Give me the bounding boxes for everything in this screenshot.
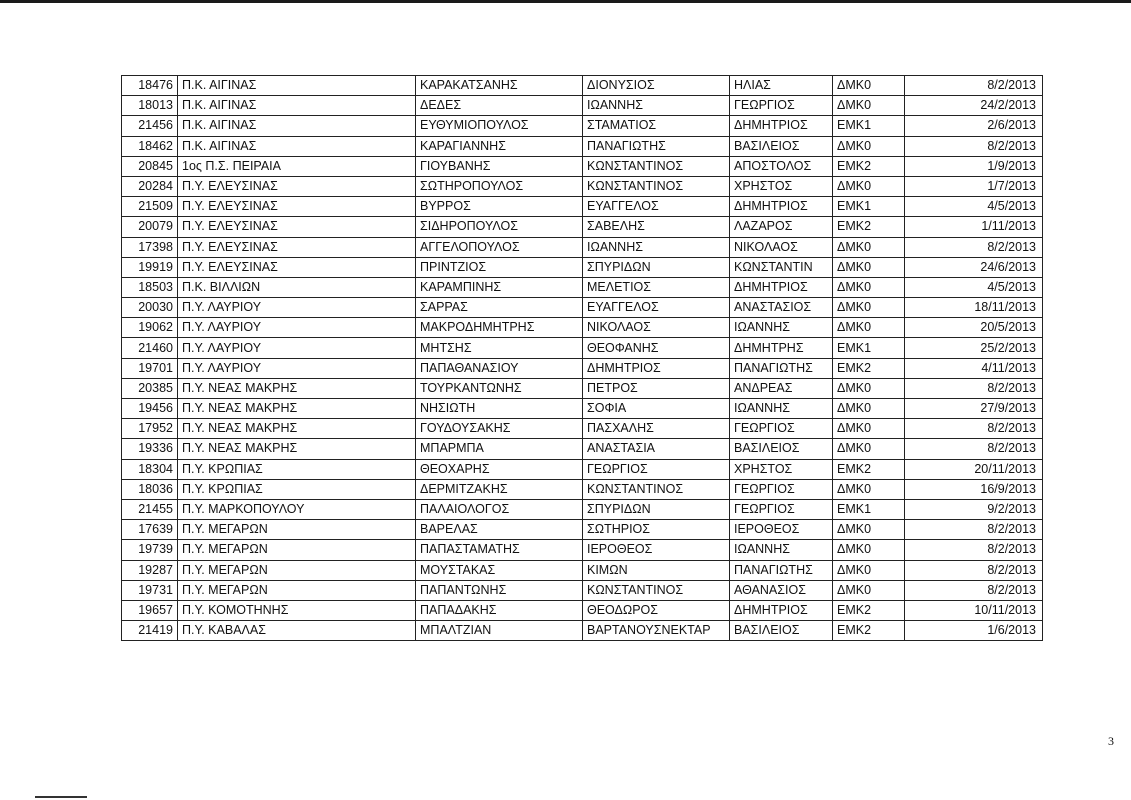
father-name-cell: ΠΑΝΑΓΙΩΤΗΣ [730,358,833,378]
record-id-cell: 20284 [122,176,178,196]
father-name-cell: ΠΑΝΑΓΙΩΤΗΣ [730,560,833,580]
surname-cell: ΑΓΓΕΛΟΠΟΥΛΟΣ [416,237,583,257]
first-name-cell: ΚΩΝΣΤΑΝΤΙΝΟΣ [583,156,730,176]
table-row [122,479,1043,499]
date-cell: 8/2/2013 [905,520,1043,540]
first-name-cell: ΘΕΟΔΩΡΟΣ [583,600,730,620]
facility-cell: Π.Υ. ΝΕΑΣ ΜΑΚΡΗΣ [178,399,416,419]
surname-cell: ΠΡΙΝΤΖΙΟΣ [416,257,583,277]
date-cell: 27/9/2013 [905,399,1043,419]
surname-cell: ΓΟΥΔΟΥΣΑΚΗΣ [416,419,583,439]
surname-cell: ΒΑΡΕΛΑΣ [416,520,583,540]
surname-cell: ΠΑΠΑΔΑΚΗΣ [416,600,583,620]
table-row [122,358,1043,378]
date-cell: 8/2/2013 [905,540,1043,560]
page-number: 3 [1108,734,1114,748]
father-name-cell: ΓΕΩΡΓΙΟΣ [730,499,833,519]
facility-cell: Π.Υ. ΜΕΓΑΡΩΝ [178,520,416,540]
category-cell: ΔΜΚ0 [833,520,905,540]
table-row [122,520,1043,540]
table-row [122,580,1043,600]
facility-cell: Π.Υ. ΛΑΥΡΙΟΥ [178,338,416,358]
date-cell: 9/2/2013 [905,499,1043,519]
category-cell: ΔΜΚ0 [833,399,905,419]
facility-cell: 1ος Π.Σ. ΠΕΙΡΑΙΑ [178,156,416,176]
category-cell: ΔΜΚ0 [833,560,905,580]
category-cell: ΕΜΚ1 [833,499,905,519]
record-id-cell: 19287 [122,560,178,580]
father-name-cell: ΒΑΣΙΛΕΙΟΣ [730,621,833,641]
facility-cell: Π.Υ. ΚΡΩΠΙΑΣ [178,479,416,499]
father-name-cell: ΙΩΑΝΝΗΣ [730,399,833,419]
surname-cell: ΝΗΣΙΩΤΗ [416,399,583,419]
date-cell: 8/2/2013 [905,378,1043,398]
category-cell: ΕΜΚ1 [833,197,905,217]
record-id-cell: 19701 [122,358,178,378]
facility-cell: Π.Υ. ΝΕΑΣ ΜΑΚΡΗΣ [178,378,416,398]
first-name-cell: ΠΑΝΑΓΙΩΤΗΣ [583,136,730,156]
first-name-cell: ΣΟΦΙΑ [583,399,730,419]
table-row [122,136,1043,156]
facility-cell: Π.Υ. ΜΕΓΑΡΩΝ [178,540,416,560]
surname-cell: ΤΟΥΡΚΑΝΤΩΝΗΣ [416,378,583,398]
first-name-cell: ΕΥΑΓΓΕΛΟΣ [583,197,730,217]
date-cell: 1/6/2013 [905,621,1043,641]
record-id-cell: 18304 [122,459,178,479]
table-row [122,298,1043,318]
first-name-cell: ΒΑΡΤΑΝΟΥΣΝΕΚΤΑΡ [583,621,730,641]
records-table [121,75,1043,641]
father-name-cell: ΔΗΜΗΤΡΙΟΣ [730,116,833,136]
record-id-cell: 20385 [122,378,178,398]
category-cell: ΔΜΚ0 [833,580,905,600]
facility-cell: Π.Υ. ΕΛΕΥΣΙΝΑΣ [178,237,416,257]
surname-cell: ΣΑΡΡΑΣ [416,298,583,318]
record-id-cell: 17398 [122,237,178,257]
facility-cell: Π.Υ. ΝΕΑΣ ΜΑΚΡΗΣ [178,439,416,459]
facility-cell: Π.Κ. ΒΙΛΛΙΩΝ [178,277,416,297]
record-id-cell: 21455 [122,499,178,519]
table-row [122,116,1043,136]
record-id-cell: 18013 [122,96,178,116]
father-name-cell: ΝΙΚΟΛΑΟΣ [730,237,833,257]
table-row [122,459,1043,479]
facility-cell: Π.Υ. ΚΡΩΠΙΑΣ [178,459,416,479]
first-name-cell: ΚΙΜΩΝ [583,560,730,580]
table-row [122,217,1043,237]
record-id-cell: 19919 [122,257,178,277]
category-cell: ΔΜΚ0 [833,378,905,398]
category-cell: ΔΜΚ0 [833,540,905,560]
facility-cell: Π.Κ. ΑΙΓΙΝΑΣ [178,96,416,116]
record-id-cell: 21419 [122,621,178,641]
category-cell: ΔΜΚ0 [833,277,905,297]
table-row [122,499,1043,519]
category-cell: ΔΜΚ0 [833,76,905,96]
surname-cell: ΒΥΡΡΟΣ [416,197,583,217]
first-name-cell: ΓΕΩΡΓΙΟΣ [583,459,730,479]
record-id-cell: 17952 [122,419,178,439]
first-name-cell: ΕΥΑΓΓΕΛΟΣ [583,298,730,318]
facility-cell: Π.Υ. ΚΟΜΟΤΗΝΗΣ [178,600,416,620]
father-name-cell: ΔΗΜΗΤΡΗΣ [730,338,833,358]
surname-cell: ΚΑΡΑΜΠΙΝΗΣ [416,277,583,297]
surname-cell: ΔΕΡΜΙΤΖΑΚΗΣ [416,479,583,499]
record-id-cell: 19657 [122,600,178,620]
surname-cell: ΜΗΤΣΗΣ [416,338,583,358]
category-cell: ΔΜΚ0 [833,479,905,499]
category-cell: ΕΜΚ2 [833,600,905,620]
category-cell: ΕΜΚ2 [833,358,905,378]
father-name-cell: ΔΗΜΗΤΡΙΟΣ [730,600,833,620]
first-name-cell: ΠΕΤΡΟΣ [583,378,730,398]
surname-cell: ΔΕΔΕΣ [416,96,583,116]
first-name-cell: ΘΕΟΦΑΝΗΣ [583,338,730,358]
date-cell: 4/5/2013 [905,277,1043,297]
category-cell: ΔΜΚ0 [833,176,905,196]
date-cell: 16/9/2013 [905,479,1043,499]
father-name-cell: ΔΗΜΗΤΡΙΟΣ [730,277,833,297]
date-cell: 20/11/2013 [905,459,1043,479]
first-name-cell: ΙΩΑΝΝΗΣ [583,237,730,257]
table-row [122,338,1043,358]
category-cell: ΔΜΚ0 [833,318,905,338]
table-row [122,76,1043,96]
first-name-cell: ΠΑΣΧΑΛΗΣ [583,419,730,439]
surname-cell: ΣΩΤΗΡΟΠΟΥΛΟΣ [416,176,583,196]
surname-cell: ΜΑΚΡΟΔΗΜΗΤΡΗΣ [416,318,583,338]
table-row [122,378,1043,398]
table-row [122,399,1043,419]
father-name-cell: ΛΑΖΑΡΟΣ [730,217,833,237]
father-name-cell: ΒΑΣΙΛΕΙΟΣ [730,439,833,459]
category-cell: ΕΜΚ2 [833,459,905,479]
date-cell: 1/7/2013 [905,176,1043,196]
table-row [122,318,1043,338]
date-cell: 18/11/2013 [905,298,1043,318]
surname-cell: ΠΑΠΑΣΤΑΜΑΤΗΣ [416,540,583,560]
date-cell: 24/2/2013 [905,96,1043,116]
table-row [122,197,1043,217]
date-cell: 8/2/2013 [905,76,1043,96]
record-id-cell: 18476 [122,76,178,96]
father-name-cell: ΧΡΗΣΤΟΣ [730,459,833,479]
father-name-cell: ΑΠΟΣΤΟΛΟΣ [730,156,833,176]
table-row [122,257,1043,277]
date-cell: 8/2/2013 [905,580,1043,600]
father-name-cell: ΓΕΩΡΓΙΟΣ [730,479,833,499]
record-id-cell: 20845 [122,156,178,176]
category-cell: ΔΜΚ0 [833,136,905,156]
category-cell: ΕΜΚ1 [833,338,905,358]
first-name-cell: ΚΩΝΣΤΑΝΤΙΝΟΣ [583,580,730,600]
surname-cell: ΘΕΟΧΑΡΗΣ [416,459,583,479]
surname-cell: ΜΠΑΡΜΠΑ [416,439,583,459]
surname-cell: ΠΑΛΑΙΟΛΟΓΟΣ [416,499,583,519]
facility-cell: Π.Υ. ΛΑΥΡΙΟΥ [178,358,416,378]
father-name-cell: ΑΘΑΝΑΣΙΟΣ [730,580,833,600]
date-cell: 4/11/2013 [905,358,1043,378]
date-cell: 24/6/2013 [905,257,1043,277]
category-cell: ΔΜΚ0 [833,439,905,459]
record-id-cell: 20030 [122,298,178,318]
first-name-cell: ΙΩΑΝΝΗΣ [583,96,730,116]
table-row [122,540,1043,560]
date-cell: 10/11/2013 [905,600,1043,620]
records-table-body [122,76,1043,641]
category-cell: ΕΜΚ2 [833,621,905,641]
facility-cell: Π.Υ. ΕΛΕΥΣΙΝΑΣ [178,257,416,277]
table-row [122,439,1043,459]
surname-cell: ΜΟΥΣΤΑΚΑΣ [416,560,583,580]
date-cell: 4/5/2013 [905,197,1043,217]
record-id-cell: 19731 [122,580,178,600]
category-cell: ΕΜΚ2 [833,217,905,237]
table-row [122,237,1043,257]
date-cell: 20/5/2013 [905,318,1043,338]
category-cell: ΕΜΚ2 [833,156,905,176]
category-cell: ΔΜΚ0 [833,96,905,116]
page-top-border [0,0,1131,3]
first-name-cell: ΣΩΤΗΡΙΟΣ [583,520,730,540]
date-cell: 25/2/2013 [905,338,1043,358]
category-cell: ΔΜΚ0 [833,237,905,257]
table-row [122,96,1043,116]
date-cell: 8/2/2013 [905,419,1043,439]
date-cell: 1/11/2013 [905,217,1043,237]
record-id-cell: 21456 [122,116,178,136]
category-cell: ΕΜΚ1 [833,116,905,136]
first-name-cell: ΝΙΚΟΛΑΟΣ [583,318,730,338]
record-id-cell: 21460 [122,338,178,358]
table-row [122,277,1043,297]
first-name-cell: ΣΠΥΡΙΔΩΝ [583,257,730,277]
record-id-cell: 19062 [122,318,178,338]
table-row [122,176,1043,196]
record-id-cell: 18503 [122,277,178,297]
record-id-cell: 17639 [122,520,178,540]
record-id-cell: 20079 [122,217,178,237]
surname-cell: ΜΠΑΛΤΖΙΑΝ [416,621,583,641]
table-row [122,621,1043,641]
first-name-cell: ΚΩΝΣΤΑΝΤΙΝΟΣ [583,479,730,499]
table-row [122,560,1043,580]
first-name-cell: ΙΕΡΟΘΕΟΣ [583,540,730,560]
first-name-cell: ΣΤΑΜΑΤΙΟΣ [583,116,730,136]
facility-cell: Π.Υ. ΚΑΒΑΛΑΣ [178,621,416,641]
father-name-cell: ΔΗΜΗΤΡΙΟΣ [730,197,833,217]
facility-cell: Π.Υ. ΛΑΥΡΙΟΥ [178,298,416,318]
record-id-cell: 19456 [122,399,178,419]
father-name-cell: ΙΩΑΝΝΗΣ [730,540,833,560]
table-row [122,156,1043,176]
date-cell: 8/2/2013 [905,439,1043,459]
facility-cell: Π.Κ. ΑΙΓΙΝΑΣ [178,136,416,156]
first-name-cell: ΑΝΑΣΤΑΣΙΑ [583,439,730,459]
first-name-cell: ΔΙΟΝΥΣΙΟΣ [583,76,730,96]
category-cell: ΔΜΚ0 [833,257,905,277]
table-row [122,419,1043,439]
father-name-cell: ΗΛΙΑΣ [730,76,833,96]
facility-cell: Π.Υ. ΜΕΓΑΡΩΝ [178,580,416,600]
date-cell: 1/9/2013 [905,156,1043,176]
father-name-cell: ΑΝΔΡΕΑΣ [730,378,833,398]
first-name-cell: ΔΗΜΗΤΡΙΟΣ [583,358,730,378]
first-name-cell: ΜΕΛΕΤΙΟΣ [583,277,730,297]
category-cell: ΔΜΚ0 [833,298,905,318]
facility-cell: Π.Υ. ΕΛΕΥΣΙΝΑΣ [178,197,416,217]
record-id-cell: 18036 [122,479,178,499]
surname-cell: ΠΑΠΑΝΤΩΝΗΣ [416,580,583,600]
surname-cell: ΓΙΟΥΒΑΝΗΣ [416,156,583,176]
surname-cell: ΠΑΠΑΘΑΝΑΣΙΟΥ [416,358,583,378]
record-id-cell: 21509 [122,197,178,217]
category-cell: ΔΜΚ0 [833,419,905,439]
page-bottom-mark [35,796,87,798]
facility-cell: Π.Υ. ΕΛΕΥΣΙΝΑΣ [178,176,416,196]
table-row [122,600,1043,620]
surname-cell: ΚΑΡΑΚΑΤΣΑΝΗΣ [416,76,583,96]
father-name-cell: ΒΑΣΙΛΕΙΟΣ [730,136,833,156]
date-cell: 8/2/2013 [905,136,1043,156]
father-name-cell: ΓΕΩΡΓΙΟΣ [730,419,833,439]
surname-cell: ΚΑΡΑΓΙΑΝΝΗΣ [416,136,583,156]
father-name-cell: ΑΝΑΣΤΑΣΙΟΣ [730,298,833,318]
facility-cell: Π.Υ. ΜΑΡΚΟΠΟΥΛΟΥ [178,499,416,519]
father-name-cell: ΚΩΝΣΤΑΝΤΙΝ [730,257,833,277]
facility-cell: Π.Υ. ΝΕΑΣ ΜΑΚΡΗΣ [178,419,416,439]
date-cell: 8/2/2013 [905,237,1043,257]
facility-cell: Π.Κ. ΑΙΓΙΝΑΣ [178,76,416,96]
surname-cell: ΕΥΘΥΜΙΟΠΟΥΛΟΣ [416,116,583,136]
date-cell: 2/6/2013 [905,116,1043,136]
facility-cell: Π.Υ. ΜΕΓΑΡΩΝ [178,560,416,580]
first-name-cell: ΚΩΝΣΤΑΝΤΙΝΟΣ [583,176,730,196]
record-id-cell: 18462 [122,136,178,156]
first-name-cell: ΣΑΒΕΛΗΣ [583,217,730,237]
record-id-cell: 19739 [122,540,178,560]
facility-cell: Π.Υ. ΛΑΥΡΙΟΥ [178,318,416,338]
facility-cell: Π.Υ. ΕΛΕΥΣΙΝΑΣ [178,217,416,237]
father-name-cell: ΙΩΑΝΝΗΣ [730,318,833,338]
father-name-cell: ΙΕΡΟΘΕΟΣ [730,520,833,540]
father-name-cell: ΧΡΗΣΤΟΣ [730,176,833,196]
date-cell: 8/2/2013 [905,560,1043,580]
father-name-cell: ΓΕΩΡΓΙΟΣ [730,96,833,116]
record-id-cell: 19336 [122,439,178,459]
facility-cell: Π.Κ. ΑΙΓΙΝΑΣ [178,116,416,136]
first-name-cell: ΣΠΥΡΙΔΩΝ [583,499,730,519]
surname-cell: ΣΙΔΗΡΟΠΟΥΛΟΣ [416,217,583,237]
